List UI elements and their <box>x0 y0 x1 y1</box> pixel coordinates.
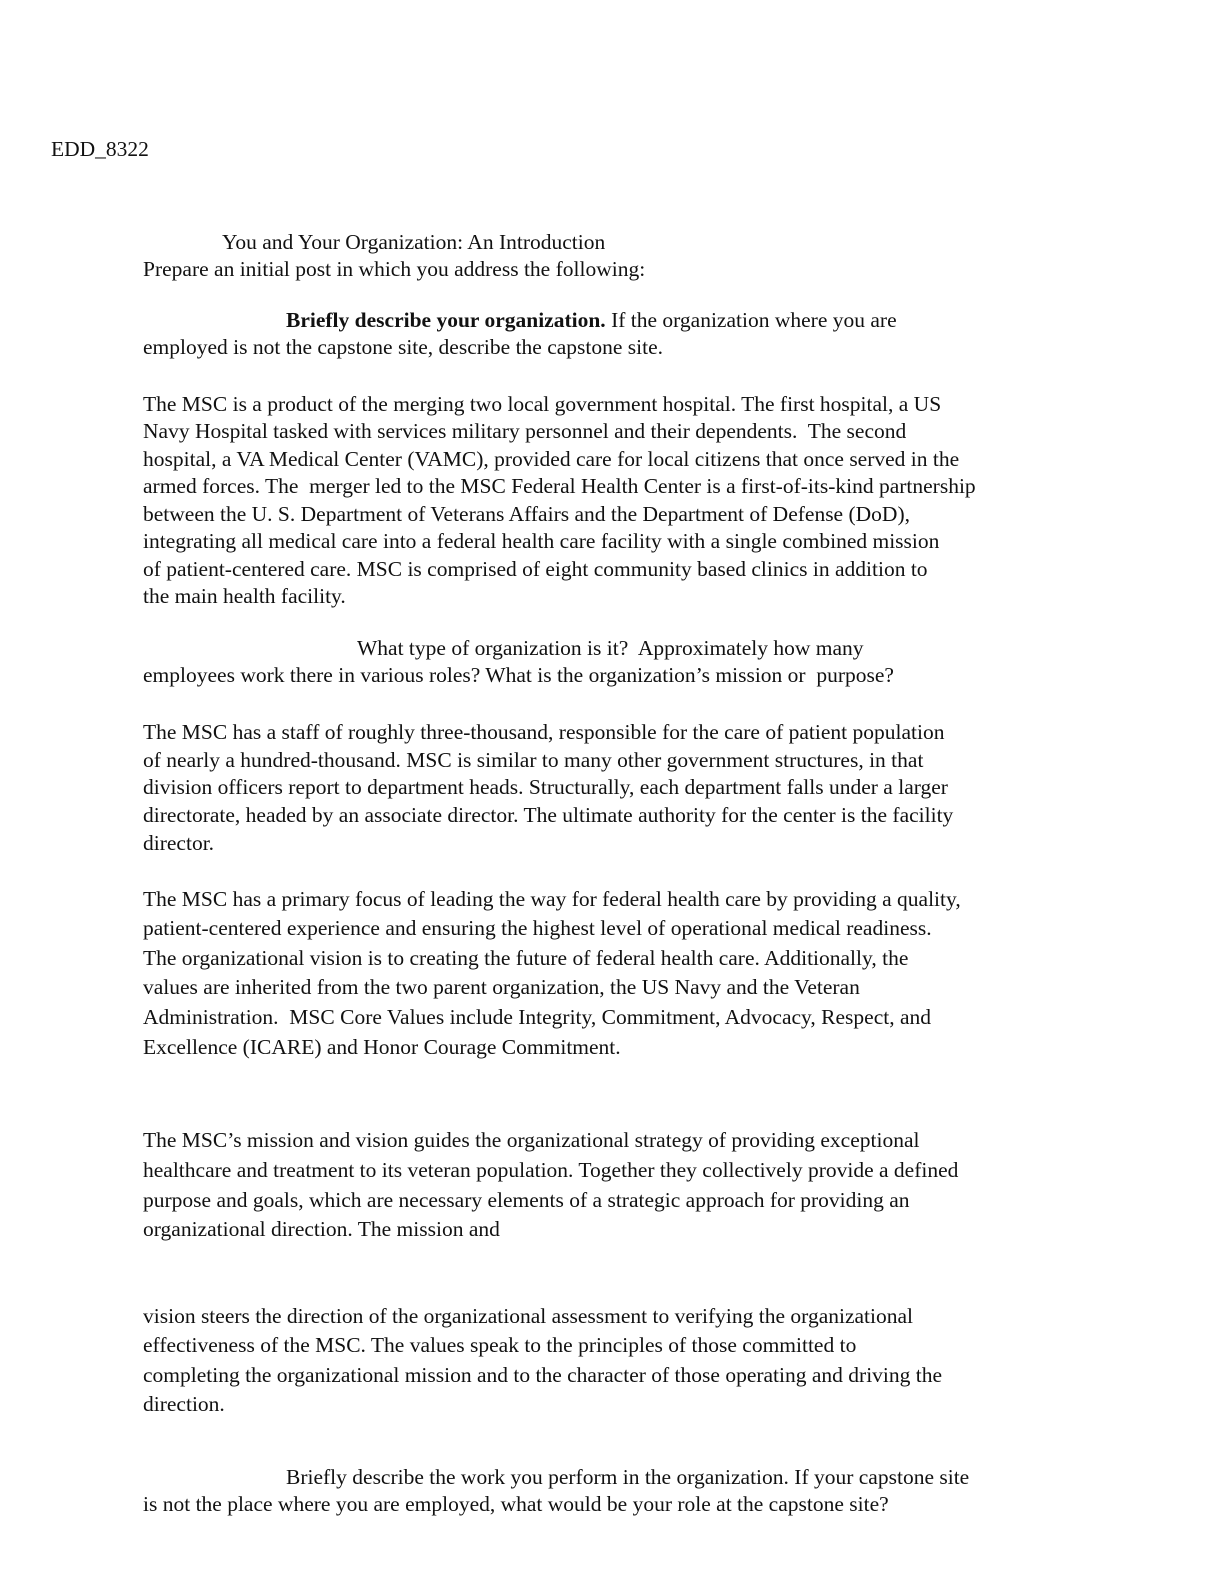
paragraph-line: directorate, headed by an associate director. The ultimate authority for the center is the facility <box>143 803 954 827</box>
paragraph-line: purpose and goals, which are necessary elements of a strategic approach for providing an <box>143 1188 910 1212</box>
question-3-line-1: Briefly describe the work you perform in the organization. If your capstone site <box>286 1465 970 1489</box>
paragraph-line: The MSC’s mission and vision guides the organizational strategy of providing exceptional <box>143 1128 920 1152</box>
paragraph-line: division officers report to department heads. Structurally, each department falls under a larger <box>143 775 948 799</box>
paragraph-line: integrating all medical care into a federal health care facility with a single combined mission <box>143 529 940 553</box>
prompt-intro: Prepare an initial post in which you address the following: <box>143 257 646 281</box>
question-1-rest: If the organization where you are <box>605 308 897 332</box>
paragraph-line: the main health facility. <box>143 584 346 608</box>
paragraph-line: Administration. MSC Core Values include Integrity, Commitment, Advocacy, Respect, and <box>143 1005 932 1029</box>
paragraph-line: direction. <box>143 1392 225 1416</box>
paragraph-line: The organizational vision is to creating the future of federal health care. Additionally, the <box>143 946 909 970</box>
question-1-line-1 <box>286 310 897 332</box>
paragraph-line: of nearly a hundred-thousand. MSC is similar to many other government structures, in that <box>143 748 924 772</box>
paragraph-line: hospital, a VA Medical Center (VAMC), provided care for local citizens that once served in the <box>143 447 960 471</box>
paragraph-line: director. <box>143 831 215 855</box>
paragraph-line: The MSC has a primary focus of leading the way for federal health care by providing a quality, <box>143 887 961 911</box>
question-1-bold: Briefly describe your organization. <box>286 308 606 332</box>
page-title: You and Your Organization: An Introduction <box>222 230 606 254</box>
paragraph-line: of patient-centered care. MSC is comprised of eight community based clinics in addition to <box>143 557 928 581</box>
paragraph-line: completing the organizational mission and to the character of those operating and driving the <box>143 1363 943 1387</box>
paragraph-line: between the U. S. Department of Veterans Affairs and the Department of Defense (DoD), <box>143 502 910 526</box>
paragraph-line: The MSC is a product of the merging two local government hospital. The first hospital, a US <box>143 392 942 416</box>
paragraph-line: The MSC has a staff of roughly three-thousand, responsible for the care of patient population <box>143 720 945 744</box>
question-2-line-1: What type of organization is it? Approximately how many <box>357 636 864 660</box>
paragraph-line: healthcare and treatment to its veteran population. Together they collectively provide a defined <box>143 1158 959 1182</box>
paragraph-line: organizational direction. The mission and <box>143 1217 500 1241</box>
question-1-line-2: employed is not the capstone site, describe the capstone site. <box>143 335 664 359</box>
paragraph-line: vision steers the direction of the organizational assessment to verifying the organizational <box>143 1304 914 1328</box>
paragraph-line: Excellence (ICARE) and Honor Courage Commitment. <box>143 1035 621 1059</box>
question-3-line-2: is not the place where you are employed, what would be your role at the capstone site? <box>143 1492 889 1516</box>
question-2-line-2: employees work there in various roles? What is the organization’s mission or purpose? <box>143 663 894 687</box>
paragraph-line: Navy Hospital tasked with services military personnel and their dependents. The second <box>143 419 907 443</box>
paragraph-line: patient-centered experience and ensuring the highest level of operational medical readiness. <box>143 916 932 940</box>
paragraph-line: armed forces. The merger led to the MSC Federal Health Center is a first-of-its-kind partnership <box>143 474 976 498</box>
paragraph-line: values are inherited from the two parent organization, the US Navy and the Veteran <box>143 975 860 999</box>
paragraph-line: effectiveness of the MSC. The values speak to the principles of those committed to <box>143 1333 857 1357</box>
course-code: EDD_8322 <box>51 137 149 161</box>
